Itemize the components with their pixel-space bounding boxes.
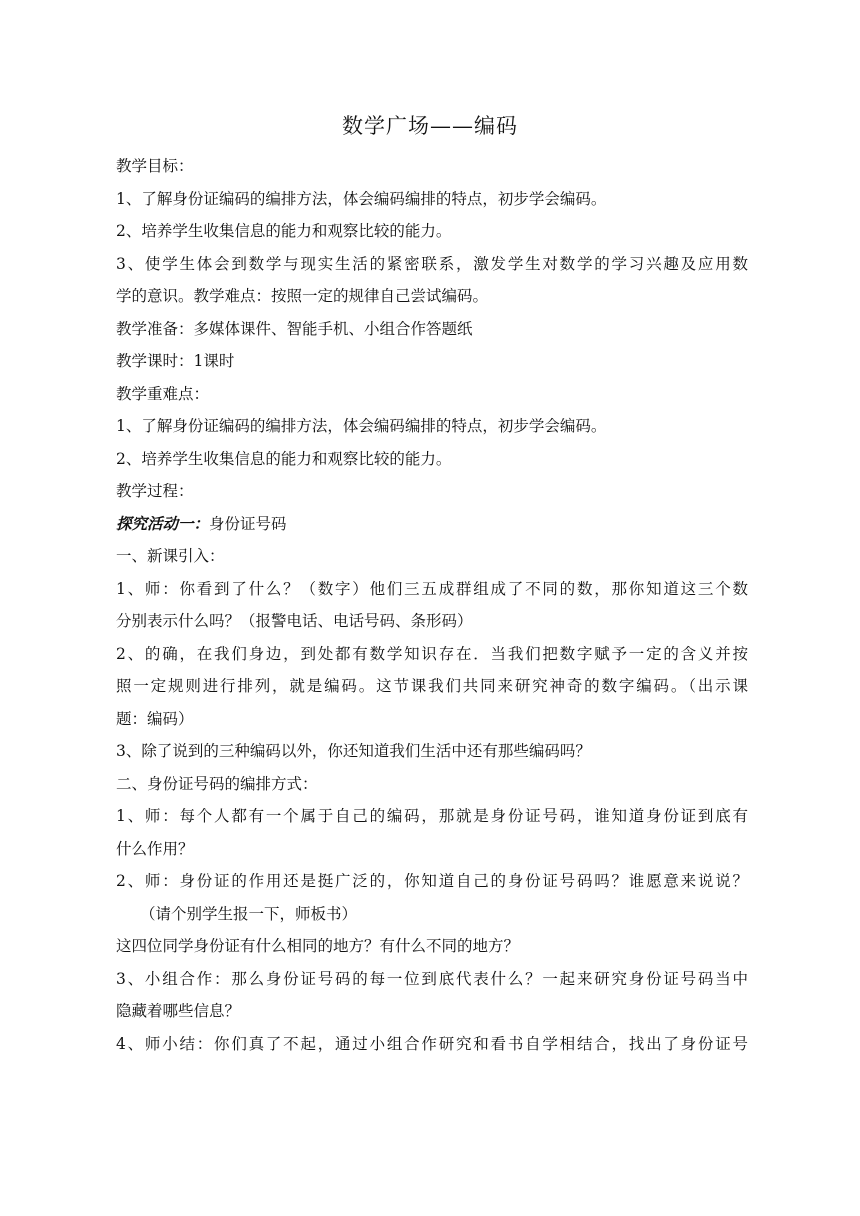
page-title: 数学广场——编码 [342,114,518,138]
section-heading-key-points: 教学重难点： [116,384,210,403]
intro-item-2-end: 题：编码） [116,709,194,728]
id-item-4: 4、师小结：你们真了不起，通过小组合作研究和看书自学相结合，找出了身份证号 [116,1034,748,1053]
id-item-2-note: （请个别学生报一下，师板书） [140,904,358,923]
goal-item-3-continued: 学的意识。教学难点：按照一定的规律自己尝试编码。 [116,287,489,305]
teaching-preparation: 教学准备：多媒体课件、智能手机、小组合作答题纸 [116,319,473,338]
key-point-item-1: 1、了解身份证编码的编排方法，体会编码编排的特点，初步学会编码。 [116,417,607,435]
intro-item-1-continued: 分别表示什么吗？（报警电话、电话号码、条形码） [116,612,473,630]
key-point-item-2: 2、培养学生收集信息的能力和观察比较的能力。 [116,449,452,468]
intro-item-1: 1、师：你看到了什么？（数字）他们三五成群组成了不同的数，那你知道这三个数 [116,579,748,598]
id-item-1: 1、师：每个人都有一个属于自己的编码，那就是身份证号码，谁知道身份证到底有 [116,807,748,825]
section-heading-goals: 教学目标： [116,157,194,175]
document-body [116,150,748,1060]
id-item-3: 3、小组合作：那么身份证号码的每一位到底代表什么？一起来研究身份证号码当中 [116,969,748,988]
activity-label: 探究活动一： [116,513,210,533]
id-item-1-continued: 什么作用？ [116,839,194,858]
id-item-2-question: 这四位同学身份证有什么相同的地方？有什么不同的地方？ [116,937,520,955]
id-item-2: 2、师：身份证的作用还是挺广泛的，你知道自己的身份证号码吗？谁愿意来说说？ [116,872,748,890]
goal-item-1: 1、了解身份证编码的编排方法，体会编码编排的特点，初步学会编码。 [116,189,607,208]
subsection-intro: 一、新课引入： [116,547,225,565]
goal-item-2: 2、培养学生收集信息的能力和观察比较的能力。 [116,222,452,240]
goal-item-3: 3、使学生体会到数学与现实生活的紧密联系，激发学生对数学的学习兴趣及应用数 [116,254,748,273]
intro-item-3: 3、除了说到的三种编码以外，你还知道我们生活中还有那些编码吗？ [116,742,591,760]
teaching-hours: 教学课时：1课时 [116,352,235,370]
intro-item-2-continued: 照一定规则进行排列，就是编码。这节课我们共同来研究神奇的数字编码。（出示课 [116,677,748,695]
activity-title: 身份证号码 [209,514,287,533]
section-heading-process: 教学过程： [116,482,194,500]
id-item-3-continued: 隐藏着哪些信息？ [116,1002,241,1020]
subsection-id-number: 二、身份证号码的编排方式： [116,774,318,793]
activity-heading [116,508,748,541]
intro-item-2: 2、的确，在我们身边，到处都有数学知识存在．当我们把数字赋予一定的含义并按 [116,644,748,663]
